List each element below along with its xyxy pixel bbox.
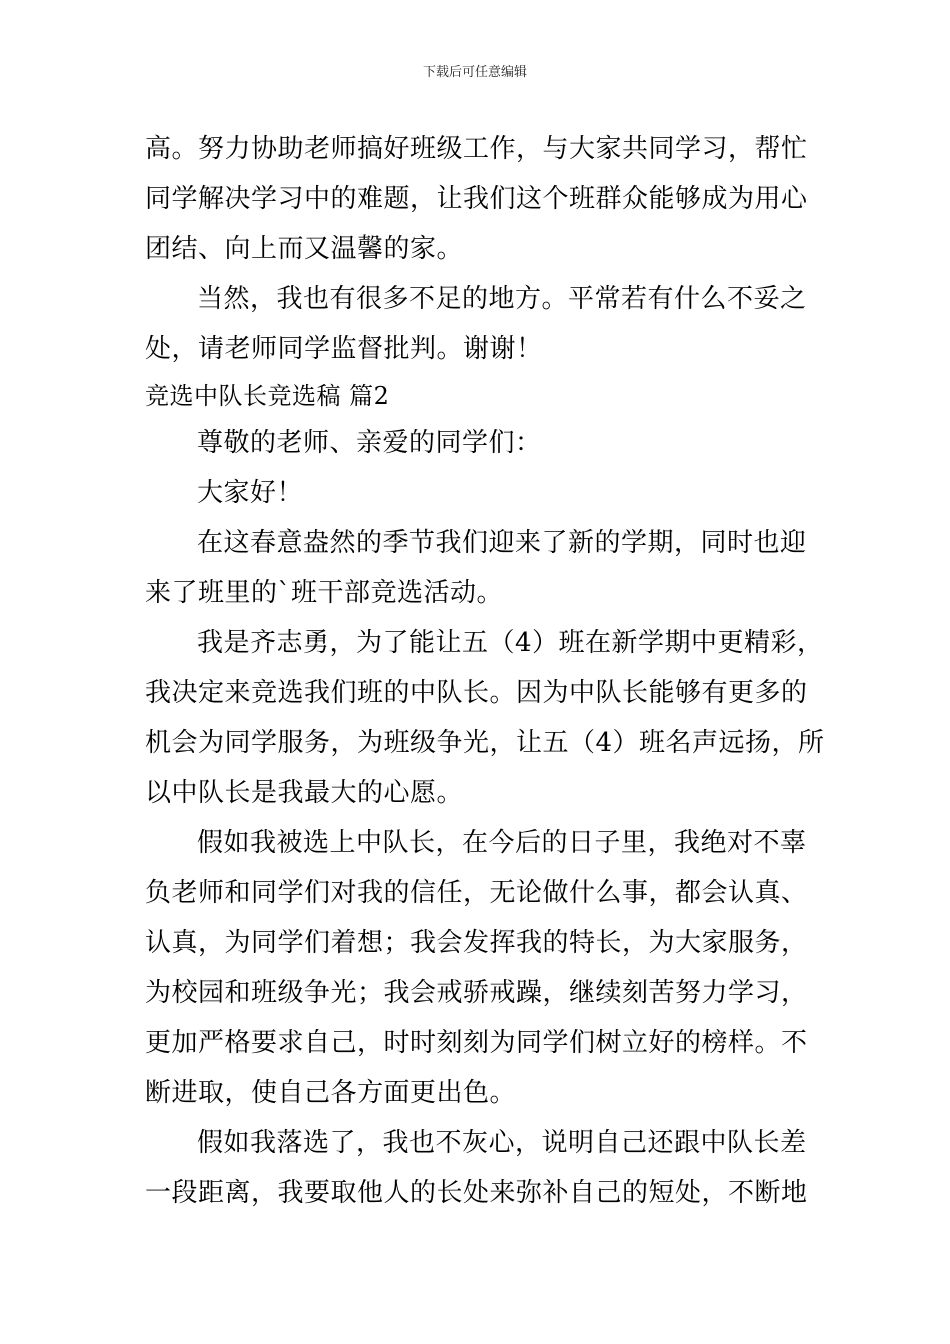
body-line: 负老师和同学们对我的信任，无论做什么事，都会认真、: [145, 878, 808, 908]
page-header-note: 下载后可任意编辑: [422, 65, 527, 80]
body-line: 一段距离，我要取他人的长处来弥补自己的短处，不断地: [145, 1178, 808, 1208]
body-line: 机会为同学服务，为班级争光，让五（4）班名声远扬，所: [145, 728, 825, 758]
body-line: 在这春意盎然的季节我们迎来了新的学期，同时也迎: [197, 528, 807, 558]
body-line: 高。努力协助老师搞好班级工作，与大家共同学习，帮忙: [145, 134, 808, 164]
section-heading: 竞选中队长竞选稿 篇2: [145, 382, 390, 410]
body-line: 更加严格要求自己，时时刻刻为同学们树立好的榜样。不: [145, 1028, 808, 1058]
greeting-line: 尊敬的老师、亲爱的同学们：: [197, 428, 542, 458]
body-line: 为校园和班级争光；我会戒骄戒躁，继续刻苦努力学习，: [145, 978, 808, 1008]
body-line: 假如我落选了，我也不灰心，说明自己还跟中队长差: [197, 1128, 807, 1158]
body-line: 团结、向上而又温馨的家。: [145, 234, 464, 264]
document-body: [145, 124, 825, 1218]
body-line: 我决定来竞选我们班的中队长。因为中队长能够有更多的: [145, 678, 808, 708]
body-line: 断进取，使自己各方面更出色。: [145, 1078, 517, 1108]
body-line: 假如我被选上中队长，在今后的日子里，我绝对不辜: [197, 828, 807, 858]
body-line: 当然，我也有很多不足的地方。平常若有什么不妥之: [197, 284, 807, 314]
body-line: 以中队长是我最大的心愿。: [145, 778, 464, 808]
body-line: 来了班里的`班干部竞选活动。: [145, 578, 504, 608]
greeting-line: 大家好！: [197, 478, 304, 508]
body-line: 处，请老师同学监督批判。谢谢！: [145, 334, 543, 364]
body-line: 认真，为同学们着想；我会发挥我的特长，为大家服务，: [145, 928, 808, 958]
body-line: 我是齐志勇，为了能让五（4）班在新学期中更精彩，: [197, 628, 824, 658]
body-line: 同学解决学习中的难题，让我们这个班群众能够成为用心: [145, 184, 808, 214]
